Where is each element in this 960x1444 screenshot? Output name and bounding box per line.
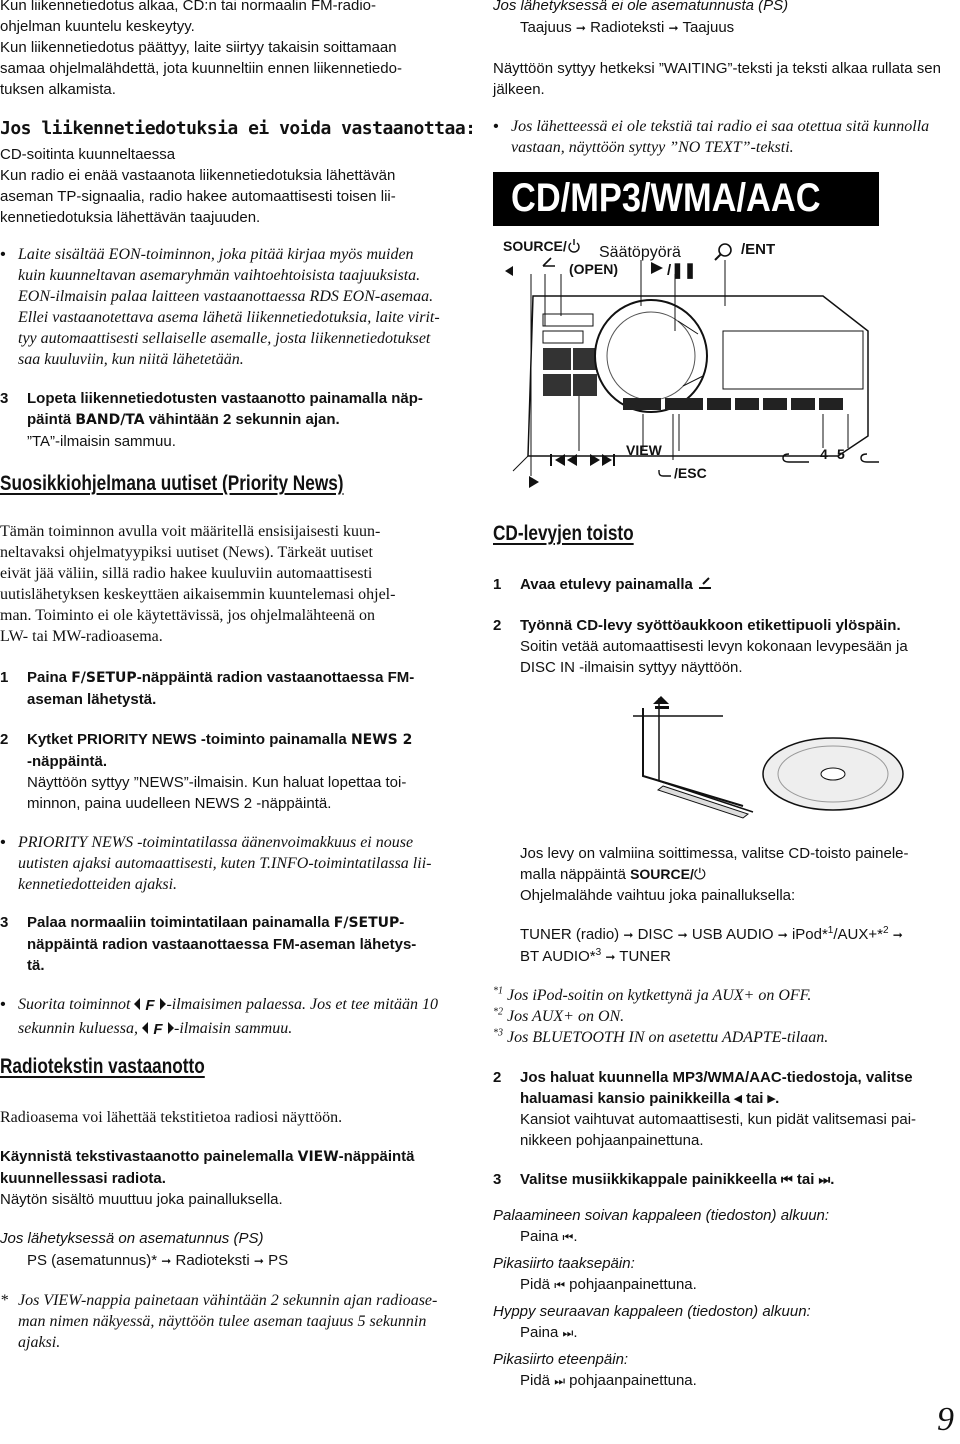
- svg-text:F: F: [153, 1021, 163, 1036]
- text-line: -: [399, 914, 405, 931]
- text-line: LW- tai MW-radioasema.: [0, 628, 163, 645]
- text-line: Radioteksti: [590, 19, 665, 36]
- text-line: kennetiedotteiden ajaksi.: [18, 876, 178, 893]
- band-ta-key: BAND/TA: [75, 412, 145, 428]
- priority-step-3: [0, 912, 470, 976]
- arrow-icon: ➞: [777, 928, 788, 942]
- ps-heading: Jos lähetyksessä on asematunnus (PS): [0, 1230, 264, 1247]
- text-line: USB AUDIO: [691, 926, 774, 943]
- pause-icon: ❚❚: [671, 262, 697, 279]
- view-label: VIEW: [626, 442, 662, 458]
- folder-step-2: 2 Jos haluat kuunnella MP3/WMA/AAC-tiedostoja, valitse haluamasi kansio painikkeilla ◂ tai ▸. Kansiot vaihtuvat automaattisesti, kun pidät valitsemasi pai- nikkeen pohjaanpainettuna.: [493, 1067, 960, 1151]
- text-line: sekunnin kuluessa,: [18, 1020, 142, 1037]
- arrow-icon: ➞: [668, 21, 679, 35]
- op-title: Hyppy seuraavan kappaleen (tiedoston) alkuun:: [493, 1303, 811, 1320]
- text-line: Avaa etulevy painamalla: [520, 576, 693, 593]
- text-line: neltavaksi ohjelmatyypiksi uutiset (News). Tärkeät uutiset: [0, 544, 373, 561]
- text-line: -näppäintä radion vastaanottaessa FM-: [136, 669, 415, 686]
- text-line: -näppäintä.: [27, 753, 108, 770]
- op-title: Pikasiirto taaksepäin:: [493, 1255, 635, 1272]
- page-number: 9: [937, 1401, 954, 1438]
- text-line: /AUX+*: [833, 926, 883, 943]
- next-track-icon: ⏭: [562, 1326, 574, 1340]
- source-key: SOURCE/: [630, 866, 694, 882]
- footnote-mark: *3: [493, 1027, 503, 1039]
- step-number: 3: [0, 390, 9, 407]
- op-title: Pikasiirto eteenpäin:: [493, 1351, 629, 1368]
- text-line: aseman lähetystä.: [27, 691, 157, 708]
- priority-news-body: [0, 521, 470, 647]
- eon-note: [0, 244, 470, 370]
- text-line: -ilmaisimen palaessa. Jos et tee mitään 10: [166, 996, 438, 1013]
- text-line: man nimen näkyessä, näyttöön tulee aseman taajuus 5 sekunnin: [18, 1313, 427, 1330]
- text-line: SOURCE/: [503, 238, 567, 254]
- no-text-note: [493, 116, 960, 158]
- text-line: • Laite sisältää EON-toiminnon, joka pitää kirjaa myös muiden: [18, 246, 414, 263]
- text-line: tä.: [27, 957, 45, 974]
- head-unit-diagram: [493, 236, 960, 496]
- text-line: Pidä: [520, 1372, 551, 1389]
- step-number: 2: [0, 731, 9, 748]
- op-text: [520, 1370, 960, 1392]
- text-line: PS (asematunnus)*: [27, 1252, 158, 1269]
- arrow-icon: ➞: [575, 21, 586, 35]
- ta-off-note: ”TA”-ilmaisin sammuu.: [27, 433, 176, 450]
- arrow-icon: ➞: [161, 1254, 172, 1268]
- ent-label: /ENT: [741, 241, 776, 258]
- text-line: eivät jää väliin, sillä radio hakee kuuluviin automaattisesti: [0, 565, 373, 582]
- track-operations: [493, 1205, 960, 1392]
- text-line: Kansiot vaihtuvat automaattisesti, kun pidät valitsemasi pai-: [520, 1111, 917, 1128]
- source-select-text: [520, 843, 960, 906]
- text-line: tuksen alkamista.: [0, 81, 116, 98]
- f-indicator-icon: [134, 996, 166, 1018]
- text-line: kennetiedotuksia lähettävän taajuuden.: [0, 209, 261, 226]
- text-line: CD-soitinta kuunneltaessa: [0, 146, 176, 163]
- footnote: [493, 1006, 960, 1027]
- text-line: Jos levy on valmiina soittimessa, valitse CD-toisto painele-: [520, 845, 909, 862]
- source-label: [503, 238, 567, 254]
- footnote-mark: *1: [493, 985, 503, 997]
- cd-playback-heading: CD-levyjen toisto: [493, 522, 634, 545]
- text-line: samaa ohjelmalähdettä, jota kuunneltiin ennen liikennetiedo-: [0, 60, 402, 77]
- text-line: -näppäintä: [338, 1148, 415, 1165]
- text-line: • Jos lähetteessä ei ole tekstiä tai radio ei saa otettua sitä kunnolla: [511, 118, 930, 135]
- text-line: Näytön sisältö muuttuu joka painalluksella.: [0, 1191, 283, 1208]
- text-line: TUNER: [619, 948, 671, 965]
- text-line: Valitse musiikkikappale painikkeella: [520, 1171, 781, 1188]
- text-line: TUNER (radio): [520, 926, 620, 943]
- f-indicator-note: [0, 994, 470, 1042]
- text-line: Taajuus: [682, 19, 735, 36]
- text-line: Kun liikennetiedotus alkaa, CD:n tai normaalin FM-radio-: [0, 0, 377, 14]
- text-line: Soitin vetää automaattisesti levyn kokonaan levypesään ja: [520, 638, 908, 655]
- arrow-icon: ➞: [623, 928, 634, 942]
- folder-prev-icon: ◂: [734, 1090, 742, 1107]
- text-line: pohjaanpainettuna.: [565, 1372, 697, 1389]
- text-line: vastaan, näyttöön syttyy ”NO TEXT”-teksti.: [511, 139, 794, 156]
- text-line: BT AUDIO*: [520, 948, 596, 965]
- text-line: EON-ilmaisin palaa laitteen vastaanottaessa RDS EON-asemaa.: [18, 288, 434, 305]
- text-line: ohjelman kuuntelu keskeytyy.: [0, 18, 195, 35]
- banner-title: CD/MP3/WMA/AAC: [511, 176, 821, 220]
- next-track-icon: ⏭: [818, 1173, 831, 1188]
- priority-step-1: [0, 667, 470, 710]
- cd-step-2: [493, 615, 960, 678]
- cd-slot-diagram: [603, 686, 923, 826]
- text-line: kuin kuunneltavan asemaryhmän vaihtoehtoisista taajuuksista.: [18, 267, 421, 284]
- open-label: (OPEN): [569, 261, 618, 277]
- news2-key: NEWS 2: [350, 732, 413, 748]
- text-line: jälkeen.: [493, 81, 545, 98]
- footnote-mark: *: [0, 1292, 8, 1309]
- footnote-mark: *2: [493, 1006, 503, 1018]
- eject-icon: [697, 575, 713, 597]
- track-step-3: 3 Valitse musiikkikappale painikkeella ⏮ tai ⏭.: [493, 1171, 835, 1188]
- text-line: haluamasi kansio painikkeilla: [520, 1090, 735, 1107]
- no-ps-heading: Jos lähetyksessä ei ole asematunnusta (PS): [493, 0, 789, 14]
- step-number: 2: [493, 617, 502, 634]
- step-number: 1: [0, 669, 9, 686]
- view-key: VIEW: [297, 1149, 339, 1165]
- footnote: [493, 1027, 960, 1048]
- text-line: päintä: [27, 411, 76, 428]
- play-pause-label: [667, 261, 696, 279]
- no-ps-sequence: [520, 17, 734, 39]
- arrow-icon: ➞: [677, 928, 688, 942]
- section-banner: [493, 172, 879, 226]
- footnote-ref: 3: [595, 947, 602, 958]
- radiotext-start: [0, 1146, 470, 1210]
- previous-track-icon: ⏮: [562, 1230, 574, 1244]
- text-line: pohjaanpainettuna.: [565, 1276, 697, 1293]
- text-line: aseman TP-signaalia, radio hakee automaattisesti toisen lii-: [0, 188, 396, 205]
- ta-intro: [0, 0, 470, 100]
- op-title: Palaamineen soivan kappaleen (tiedoston) alkuun:: [493, 1207, 830, 1224]
- f-setup-key: F/SETUP: [333, 915, 400, 931]
- priority-news-heading: Suosikkiohjelmana uutiset (Priority News): [0, 472, 344, 495]
- source-chain: [520, 924, 960, 968]
- footnote: [493, 985, 960, 1006]
- text-line: DISC IN -ilmaisin syttyy näyttöön.: [520, 659, 743, 676]
- text-line: Suorita toiminnot: [18, 996, 135, 1013]
- svg-text:F: F: [145, 997, 156, 1012]
- knob-label: Säätöpyörä: [599, 244, 681, 261]
- text-line: minnon, paina uudelleen NEWS 2 -näppäintä.: [27, 795, 332, 812]
- radiotext-body: Radioasema voi lähettää tekstitietoa radiosi näyttöön.: [0, 1109, 343, 1126]
- text-line: Kytket PRIORITY NEWS -toiminto painamalla: [27, 731, 351, 748]
- text-line: uutisten ajaksi automaattisesti, kuten T.INFO-toimintatilassa lii-: [18, 855, 432, 872]
- preset-4-label: 4: [820, 446, 828, 462]
- next-track-icon: ⏭: [554, 1374, 566, 1388]
- previous-track-icon: ⏮: [780, 1173, 793, 1188]
- text-line: Jos AUX+ on ON.: [507, 1008, 625, 1025]
- priority-step-2: [0, 729, 470, 814]
- f-setup-key: F/SETUP: [71, 670, 137, 686]
- arrow-icon: ➞: [892, 928, 903, 942]
- waiting-text: [493, 58, 960, 100]
- text-line: uutislähetyksen keskeyttäen aikaisemmin kuuntelemasi ohjel-: [0, 586, 396, 603]
- text-line: Pidä: [520, 1276, 551, 1293]
- text-line: Lopeta liikennetiedotusten vastaanotto painamalla näp-: [27, 390, 423, 407]
- text-line: Tämän toiminnon avulla voit määritellä ensisijaisesti kuun-: [0, 523, 381, 540]
- priority-note: [0, 832, 470, 895]
- step-number: 1: [493, 576, 502, 593]
- text-line: vähintään 2 sekunnin ajan.: [144, 411, 340, 428]
- text-line: Paina: [27, 669, 72, 686]
- op-text: Paina ⏭.: [520, 1324, 578, 1341]
- text-line: Jos BLUETOOTH IN on asetettu ADAPTE-tilaan.: [507, 1029, 829, 1046]
- text-line: Paina: [520, 1228, 559, 1245]
- text-line: ajaksi.: [18, 1334, 61, 1351]
- text-line: Jos haluat kuunnella MP3/WMA/AAC-tiedostoja, valitse: [520, 1069, 913, 1086]
- text-line: • PRIORITY NEWS -toimintatilassa äänenvoimakkuus ei nouse: [18, 834, 414, 851]
- text-line: Kun radio ei enää vastaanota liikennetiedotuksia lähettävän: [0, 167, 396, 184]
- arrow-icon: ➞: [605, 950, 616, 964]
- esc-label: /ESC: [674, 465, 707, 481]
- op-text: Paina ⏮.: [520, 1228, 578, 1245]
- folder-next-icon: ▸: [767, 1090, 776, 1107]
- text-line: näppäintä radion vastaanottaessa FM-aseman lähetys-: [27, 936, 417, 953]
- text-line: PS: [268, 1252, 289, 1269]
- text-line: Käynnistä tekstivastaanotto painelemalla: [0, 1148, 298, 1165]
- f-indicator-icon: [142, 1020, 174, 1042]
- cd-insert-illustration: [603, 686, 923, 826]
- ps-footnote: [0, 1290, 470, 1353]
- text-line: -ilmaisin sammuu.: [173, 1020, 293, 1037]
- text-line: Jos iPod-soitin on kytkettynä ja AUX+ on OFF.: [507, 987, 812, 1004]
- text-line: Ohjelmalähde vaihtuu joka painalluksella:: [520, 887, 796, 904]
- arrow-icon: ➞: [253, 1254, 264, 1268]
- text-line: Paina: [520, 1324, 559, 1341]
- no-ta-text: [0, 144, 470, 228]
- text-line: Taajuus: [520, 19, 572, 36]
- no-ta-heading: Jos liikennetiedotuksia ei voida vastaanottaa:: [0, 118, 476, 139]
- text-line: malla näppäintä: [520, 866, 631, 883]
- step-number: 2: [493, 1069, 502, 1086]
- text-line: Jos VIEW-nappia painetaan vähintään 2 sekunnin ajan radioase-: [18, 1292, 438, 1309]
- preset-5-label: 5: [837, 446, 845, 462]
- text-line: kuunnellessasi radiota.: [0, 1170, 166, 1187]
- text-line: Työnnä CD-levy syöttöaukkoon etikettipuoli ylöspäin.: [520, 617, 901, 634]
- footnote-ref: 1: [827, 925, 834, 936]
- text-line: saa kuuluviin, kun niitä lähetetään.: [18, 351, 244, 368]
- step-number: 3: [0, 914, 9, 931]
- radiotext-heading: Radiotekstin vastaanotto: [0, 1055, 205, 1078]
- text-line: Näyttöön syttyy hetkeksi ”WAITING”-teksti ja teksti alkaa rullata sen: [493, 60, 941, 77]
- text-line: Ellei vastaanotettava asema lähetä liikennetiedotuksia, laite virit-: [18, 309, 440, 326]
- text-line: nikkeen pohjaanpainettuna.: [520, 1132, 704, 1149]
- text-line: man. Toiminto ei ole käytettävissä, jos ohjelmalähteenä on: [0, 607, 375, 624]
- power-icon: ⏻: [693, 866, 706, 883]
- previous-track-icon: ⏮: [554, 1278, 566, 1292]
- ps-sequence: [27, 1250, 288, 1272]
- text-line: tai: [792, 1171, 819, 1188]
- text-line: Palaa normaaliin toimintatilaan painamalla: [27, 914, 334, 931]
- text-line: iPod*: [791, 926, 828, 943]
- step-3-stop-ta: [0, 388, 470, 452]
- op-text: [520, 1274, 960, 1296]
- source-footnotes: [493, 985, 960, 1048]
- text-line: tai: [741, 1090, 768, 1107]
- text-line: DISC: [637, 926, 674, 943]
- text-line: tyy automaattisesti sellaiselle asemalle, josta liikennetiedotukset: [18, 330, 431, 347]
- step-number: 3: [493, 1171, 502, 1188]
- text-line: /: [667, 262, 672, 279]
- text-line: Näyttöön syttyy ”NEWS”-ilmaisin. Kun haluat lopettaa toi-: [27, 774, 407, 791]
- text-line: Radioteksti: [175, 1252, 250, 1269]
- footnote-ref: 2: [882, 925, 889, 936]
- head-unit-illustration: [493, 236, 960, 496]
- text-line: Kun liikennetiedotus päättyy, laite siirtyy takaisin soittamaan: [0, 39, 397, 56]
- cd-step-1: [493, 574, 960, 597]
